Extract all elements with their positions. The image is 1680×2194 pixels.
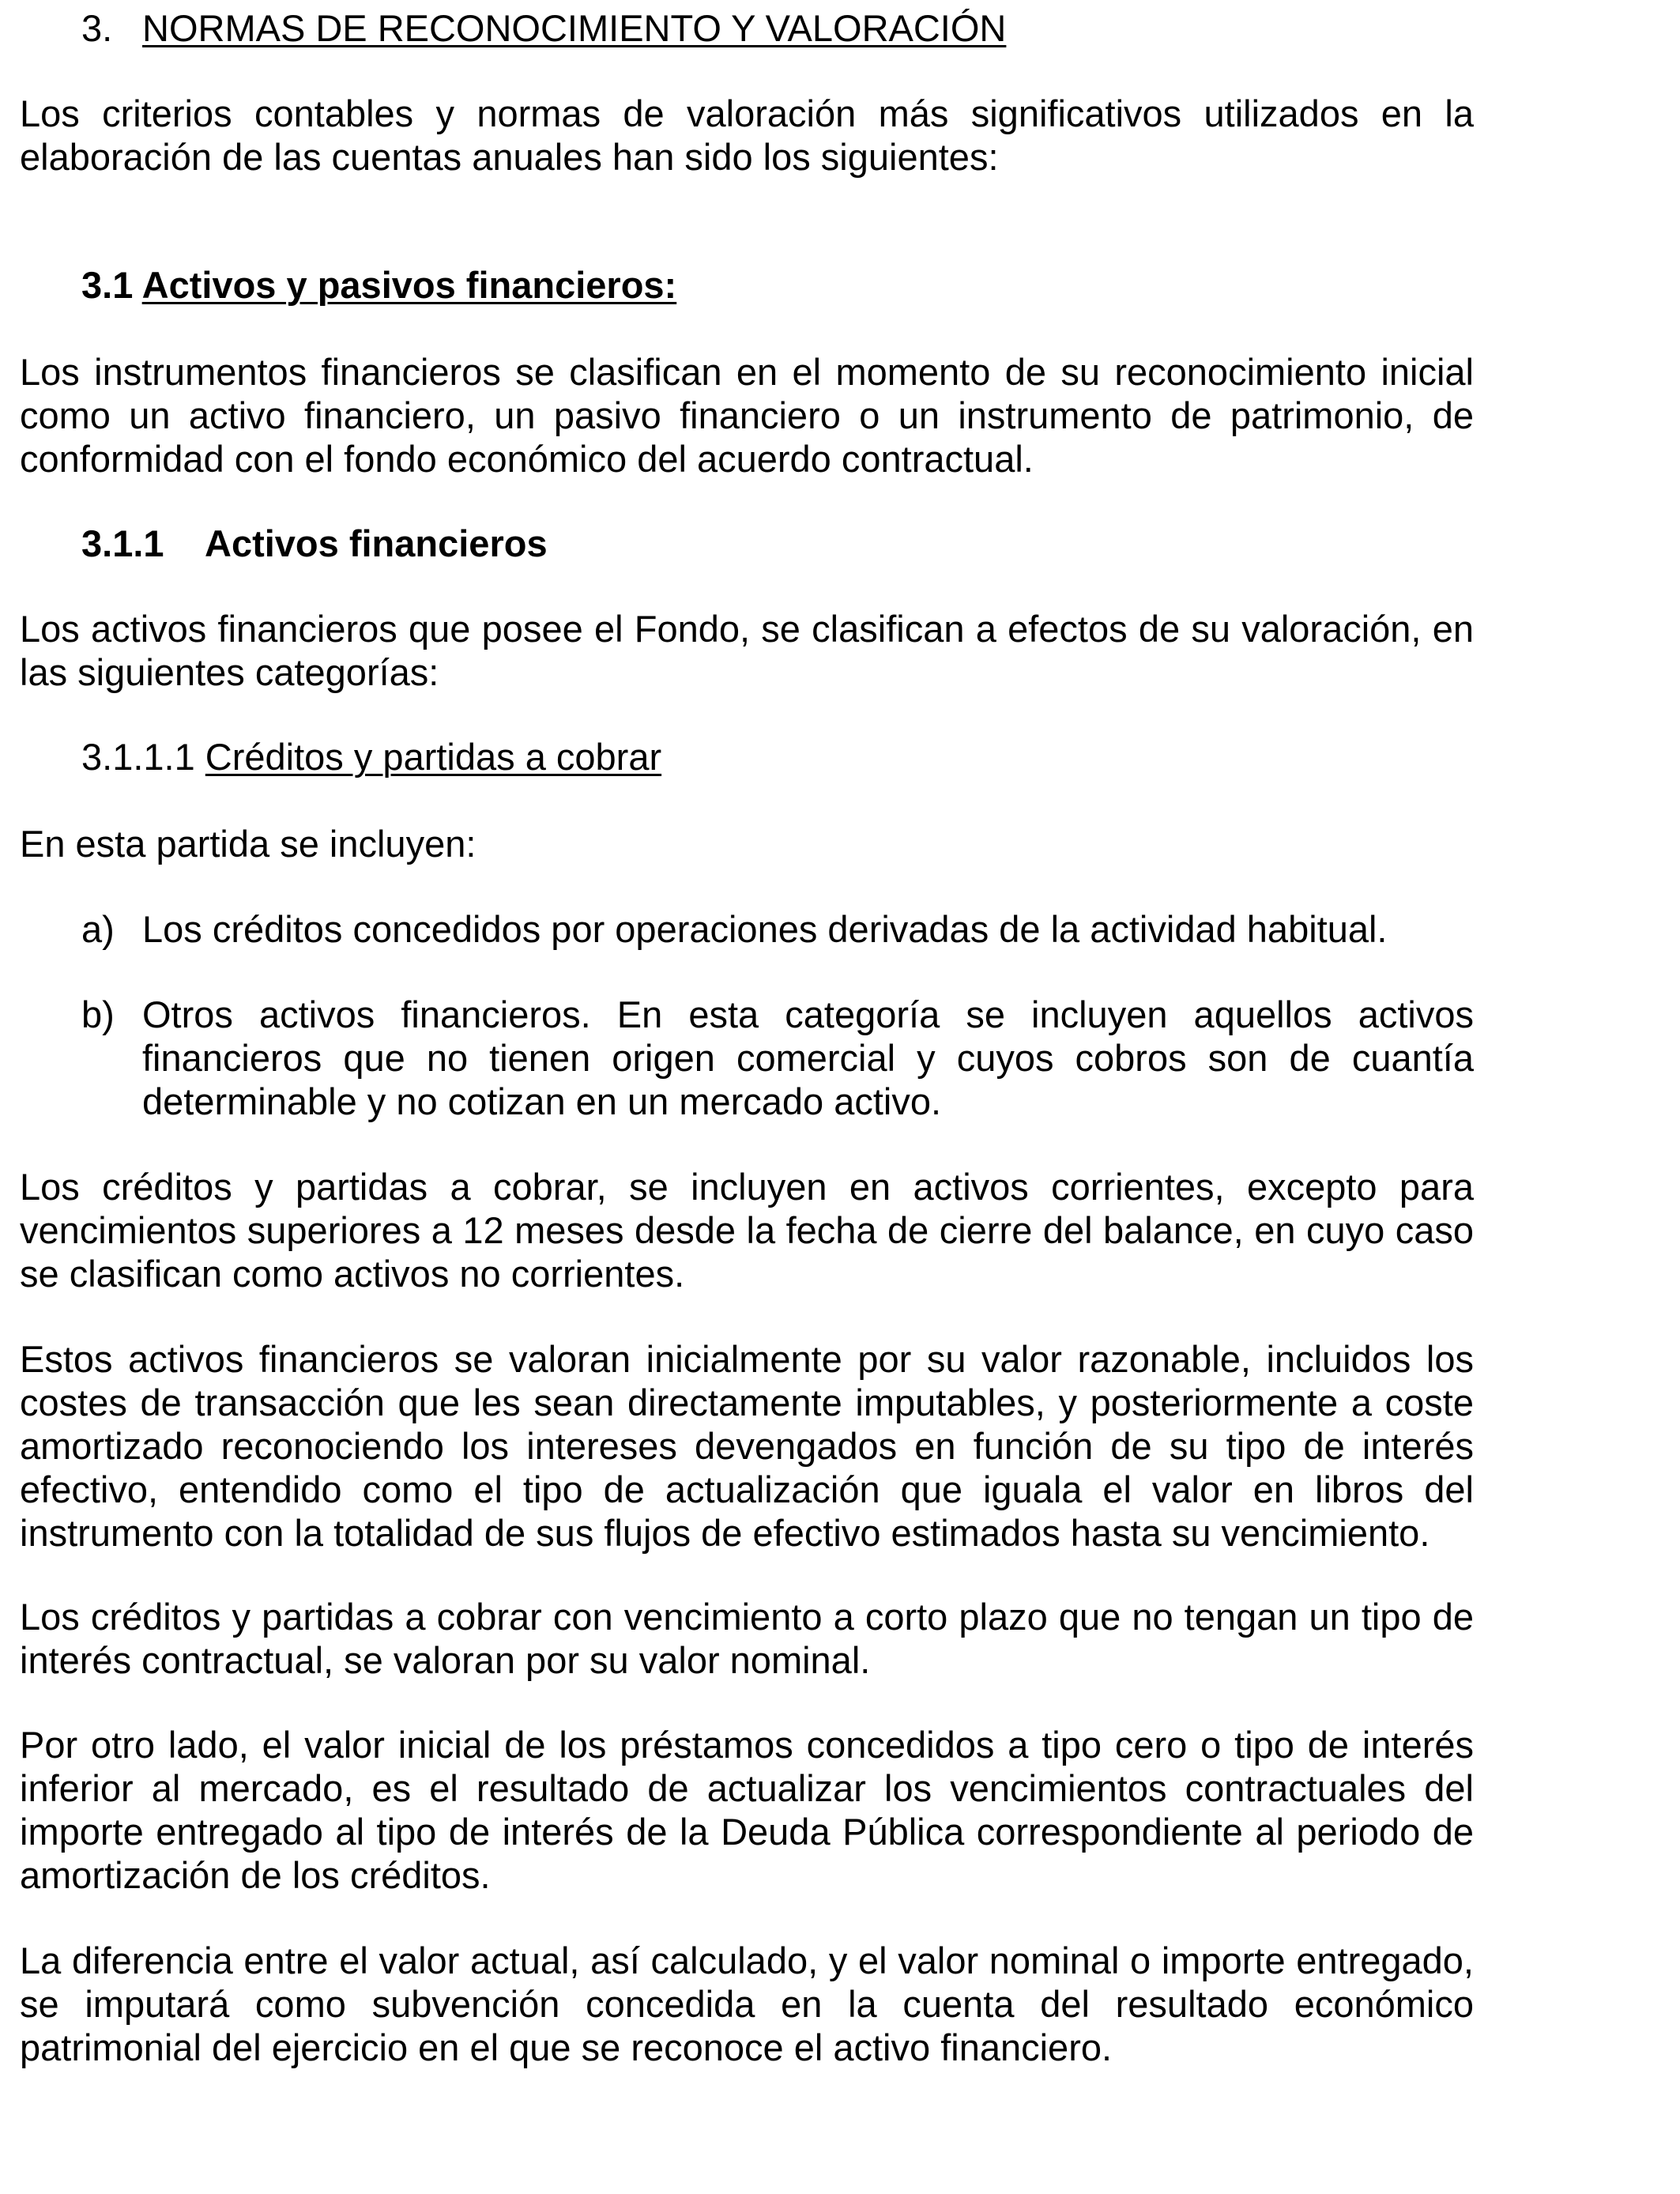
subsection-heading [81, 263, 1425, 307]
paragraph: La diferencia entre el valor actual, así calculado, y el valor nominal o importe entregado, se imputará como subvención concedida en la cuenta del resultado económico patrimonial del ejercicio en el que se reconoce el activo financiero. [20, 1940, 1474, 2068]
section-intro: Los criterios contables y normas de valoración más significativos utilizados en la elaboración de las cuentas anuales han sido los siguientes: [20, 92, 1474, 178]
paragraph: Los créditos y partidas a cobrar, se incluyen en activos corrientes, excepto para vencimientos superiores a 12 meses desde la fecha de cierre del balance, en cuyo caso se clasifican como activos no corrientes. [20, 1166, 1474, 1295]
list-item [81, 993, 1474, 1123]
subsubsection-title: Activos financieros [205, 522, 548, 564]
category-title: Créditos y partidas a cobrar [205, 736, 662, 778]
subsection-number: 3.1 [81, 264, 134, 306]
paragraph: Por otro lado, el valor inicial de los préstamos concedidos a tipo cero o tipo de interés inferior al mercado, es el resultado de actualizar los vencimientos contractuales del importe entregado al tipo de interés de la Deuda Pública correspondiente al periodo de amortización de los créditos. [20, 1724, 1474, 1896]
subsubsection-text: Los activos financieros que posee el Fondo, se clasifican a efectos de su valoración, en las siguientes categorías: [20, 608, 1474, 693]
section-heading [81, 6, 1425, 50]
section-title: NORMAS DE RECONOCIMIENTO Y VALORACIÓN [142, 7, 1007, 49]
list-marker: a) [81, 908, 115, 950]
category-number: 3.1.1.1 [81, 736, 195, 778]
section-number: 3. [81, 7, 113, 49]
subsubsection-number: 3.1.1 [81, 522, 164, 564]
list-marker: b) [81, 993, 115, 1035]
paragraph: Los créditos y partidas a cobrar con vencimiento a corto plazo que no tengan un tipo de interés contractual, se valoran por su valor nominal. [20, 1596, 1474, 1681]
subsection-title: Activos y pasivos financieros: [141, 264, 677, 306]
category-heading [81, 735, 1425, 778]
list-item-text: Los créditos concedidos por operaciones derivadas de la actividad habitual. [142, 908, 1388, 950]
subsection-text: Los instrumentos financieros se clasifican en el momento de su reconocimiento inicial como un activo financiero, un pasivo financiero o un instrumento de patrimonio, de conformidad con el fondo económico del acuerdo contractual. [20, 351, 1474, 480]
category-lead: En esta partida se incluyen: [20, 823, 477, 865]
list-item [81, 907, 1474, 951]
subsubsection-heading [81, 522, 1425, 565]
list-item-text: Otros activos financieros. En esta categoría se incluyen aquellos activos financieros que no tienen origen comercial y cuyos cobros son de cuantía determinable y no cotizan en un mercado activo. [142, 993, 1474, 1122]
paragraph: Estos activos financieros se valoran inicialmente por su valor razonable, incluidos los costes de transacción que les sean directamente imputables, y posteriormente a coste amortizado reconociendo los intereses devengados en función de su tipo de interés efectivo, entendido como el tipo de actualización que iguala el valor en libros del instrumento con la totalidad de sus flujos de efectivo estimados hasta su vencimiento. [20, 1338, 1474, 1554]
